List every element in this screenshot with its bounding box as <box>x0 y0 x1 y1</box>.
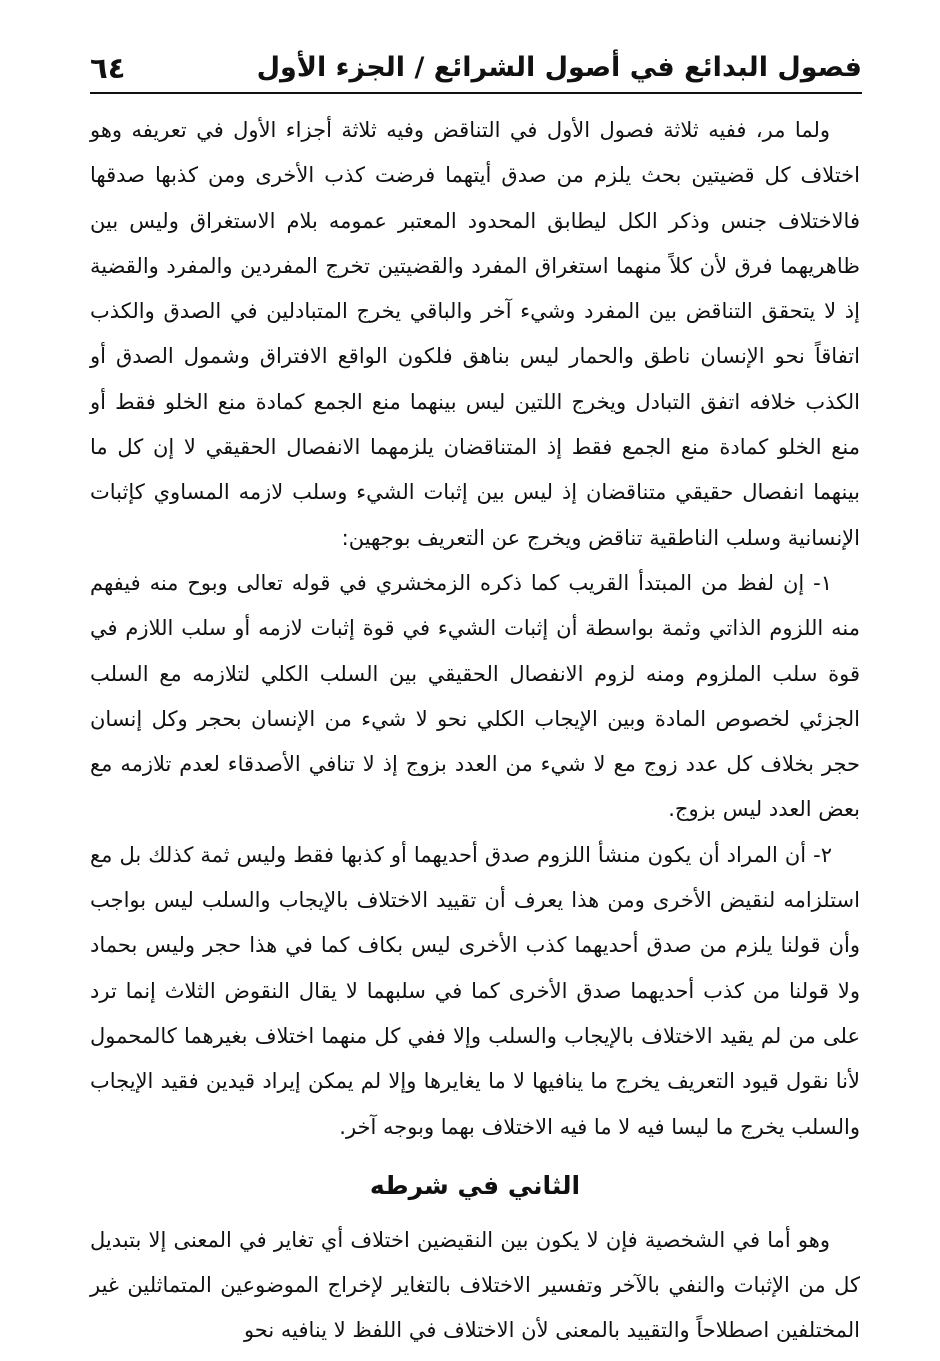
section-heading: الثاني في شرطه <box>369 1170 581 1200</box>
paragraph-point-2: ٢- أن المراد أن يكون منشأ اللزوم صدق أحديهما أو كذبها فقط وليس ثمة كذلك بل مع استلزامه لنقيض الأخرى ومن هذا يعرف أن تقييد الاختلاف بالإيجاب والسلب ليس بواجب وأن قولنا يلزم من صدق أحديهما كذب الأخرى ليس بكاف كما في هذا حجر وليس بحماد ولا قولنا من كذب أحديهما صدق الأخرى كما في سلبهما لا يقال النقوض الثلاث إنما ترد على من لم يقيد الاختلاف بالإيجاب والسلب وإلا ففي كل منهما اختلاف بغيرهما كالمحمول لأنا نقول قيود التعريف يخرج ما ينافيها لا ما يغايرها وإلا لم يمكن إيراد قيدين فقيد الإيجاب والسلب يخرج ما ليسا فيه لا ما فيه الاختلاف بهما وبوجه آخر. <box>90 842 860 1139</box>
page-header <box>90 40 862 88</box>
running-title: فصول البدائع في أصول الشرائع / الجزء الأول <box>256 52 862 83</box>
paragraph-point-1: ١- إن لفظ من المبتدأ القريب كما ذكره الزمخشري في قوله تعالى وبوح منه فيفهم منه اللزوم الذاتي وثمة بواسطة أن إثبات الشيء في قوة إثبات لازمه أو سلب اللازم في قوة سلب الملزوم ومنه لزوم الانفصال الحقيقي بين السلب الكلي لتلازمه مع السلب الجزئي لخصوص المادة وبين الإيجاب الكلي نحو لا شيء من الإنسان بحجر وكل إنسان حجر بخلاف كل عدد زوج مع لا شيء من العدد بزوج إذ لا تنافي الأصدقاء لعدم تلازمه مع بعض العدد ليس بزوج. <box>90 570 860 822</box>
header-divider <box>90 92 862 94</box>
body-text <box>90 108 860 1354</box>
paragraph-condition: وهو أما في الشخصية فإن لا يكون بين النقيضين اختلاف أي تغاير في المعنى إلا بتبديل كل من الإثبات والنفي بالآخر وتفسير الاختلاف بالتغاير لإخراج الموضوعين المتماثلين غير المختلفين اصطلاحاً والتقييد بالمعنى لأن الاختلاف في اللفظ لا ينافيه نحو <box>90 1227 860 1343</box>
page-number: ٦٤ <box>90 51 126 85</box>
paragraph-definition: ولما مر، ففيه ثلاثة فصول الأول في التناقض وفيه ثلاثة أجزاء الأول في تعريفه وهو اختلاف كل قضيتين بحث يلزم من صدق أيتهما فرضت كذب الأخرى ومن كذبها صدقها فالاختلاف جنس وذكر الكل ليطابق المحدود المعتبر عمومه بلام الاستغراق وليس بين ظاهريهما فرق لأن كلاً منهما استغراق المفرد والقضيتين تخرج المفردين والمفرد والقضية إذ لا يتحقق التناقض بين المفرد وشيء آخر والباقي يخرج المتبادلين في الصدق والكذب اتفاقاً نحو الإنسان ناطق والحمار ليس بناهق فلكون الواقع الافتراق وشمول الصدق أو الكذب خلافه اتفق التبادل ويخرج اللتين ليس بينهما منع الجمع كمادة منع الخلو فقط أو منع الخلو كمادة منع الجمع فقط إذ المتناقضان يلزمهما الانفصال الحقيقي لا إن كل ما بينهما انفصال حقيقي متناقضان إذ ليس بين إثبات الشيء وسلب لازمه المساوي كإثبات الإنسانية وسلب الناطقية تناقض ويخرج عن التعريف بوجهين: <box>90 118 860 550</box>
